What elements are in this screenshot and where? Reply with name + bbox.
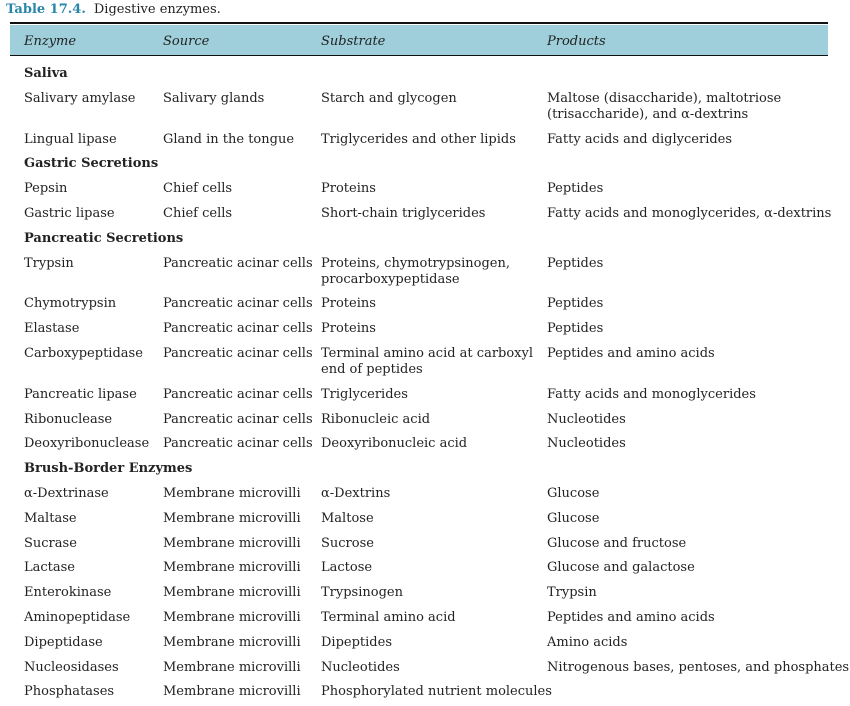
- products-cell: Glucose: [547, 486, 600, 501]
- substrate-cell: Proteins: [321, 321, 376, 337]
- source-cell: Membrane microvilli: [163, 610, 301, 625]
- substrate-cell: Triglycerides: [321, 386, 408, 402]
- section-heading: Gastric Secretions: [24, 156, 159, 172]
- substrate-cell: Proteins: [321, 181, 376, 197]
- source-cell: Membrane microvilli: [163, 684, 301, 700]
- source-cell: Membrane microvilli: [163, 634, 301, 650]
- substrate-cell: Sucrose: [321, 535, 374, 551]
- enzyme-cell: Enterokinase: [24, 585, 112, 601]
- substrate-cell: α-Dextrins: [321, 486, 391, 501]
- substrate-cell: Dipeptides: [321, 634, 392, 650]
- source-cell: Pancreatic acinar cells: [163, 386, 313, 402]
- section-heading: Brush-Border Enzymes: [24, 461, 193, 477]
- products-cell: Maltose (disaccharide), maltotriose: [547, 90, 782, 106]
- substrate-cell: Proteins: [321, 296, 376, 312]
- products-cell: Peptides and amino acids: [547, 610, 715, 625]
- enzyme-cell: Dipeptidase: [24, 634, 103, 650]
- products-cell: (trisaccharide), and α-dextrins: [547, 106, 749, 122]
- substrate-cell: Nucleotides: [321, 659, 400, 675]
- source-cell: Pancreatic acinar cells: [163, 296, 313, 312]
- source-cell: Membrane microvilli: [163, 510, 301, 526]
- source-cell: Membrane microvilli: [163, 486, 301, 501]
- source-cell: Membrane microvilli: [163, 659, 301, 675]
- section-heading: Pancreatic Secretions: [24, 230, 184, 246]
- enzyme-cell: Pancreatic lipase: [24, 386, 137, 402]
- products-cell: Nitrogenous bases, pentoses, and phosphates: [547, 659, 850, 675]
- source-cell: Chief cells: [163, 181, 233, 197]
- products-cell: Fatty acids and monoglycerides, α-dextrins: [547, 206, 832, 221]
- enzyme-cell: Nucleosidases: [24, 659, 119, 675]
- source-cell: Membrane microvilli: [163, 560, 301, 576]
- substrate-cell: Lactose: [321, 560, 373, 576]
- source-cell: Pancreatic acinar cells: [163, 255, 313, 271]
- header-enzyme: Enzyme: [24, 34, 77, 49]
- products-cell: Amino acids: [547, 634, 628, 650]
- products-cell: Fatty acids and monoglycerides: [547, 386, 756, 402]
- table-caption: [6, 2, 221, 17]
- header-substrate: Substrate: [321, 34, 386, 49]
- source-cell: Membrane microvilli: [163, 585, 301, 601]
- products-cell: Peptides: [547, 181, 604, 197]
- substrate-cell: Phosphorylated nutrient molecules: [321, 684, 552, 700]
- products-cell: Peptides: [547, 296, 604, 312]
- source-cell: Pancreatic acinar cells: [163, 346, 313, 361]
- products-cell: Glucose and fructose: [547, 535, 687, 551]
- substrate-cell: Proteins, chymotrypsinogen,: [321, 255, 510, 271]
- substrate-cell: end of peptides: [321, 362, 423, 377]
- source-cell: Membrane microvilli: [163, 535, 301, 551]
- products-cell: Nucleotides: [547, 411, 626, 427]
- header-products: Products: [547, 34, 606, 49]
- source-cell: Salivary glands: [163, 90, 265, 106]
- products-cell: Peptides: [547, 321, 604, 337]
- enzyme-cell: Maltase: [24, 510, 77, 526]
- products-cell: Peptides and amino acids: [547, 346, 715, 361]
- enzyme-cell: Elastase: [24, 321, 80, 337]
- products-cell: Glucose and galactose: [547, 560, 695, 576]
- substrate-cell: Short-chain triglycerides: [321, 206, 486, 221]
- enzyme-cell: Trypsin: [24, 255, 74, 271]
- substrate-cell: Terminal amino acid at carboxyl: [321, 346, 534, 361]
- enzyme-cell: α-Dextrinase: [24, 486, 109, 501]
- substrate-cell: Trypsinogen: [321, 585, 403, 601]
- enzyme-cell: Ribonuclease: [24, 411, 113, 427]
- source-cell: Chief cells: [163, 206, 233, 221]
- substrate-cell: Ribonucleic acid: [321, 411, 431, 427]
- source-cell: Pancreatic acinar cells: [163, 411, 313, 427]
- enzyme-cell: Chymotrypsin: [24, 296, 117, 312]
- products-cell: Nucleotides: [547, 436, 626, 452]
- enzyme-cell: Lingual lipase: [24, 131, 117, 147]
- enzyme-cell: Sucrase: [24, 535, 77, 551]
- products-cell: Peptides: [547, 255, 604, 271]
- enzyme-cell: Phosphatases: [24, 684, 115, 700]
- products-cell: Glucose: [547, 510, 600, 526]
- products-cell: Fatty acids and diglycerides: [547, 131, 733, 147]
- header-source: Source: [163, 34, 210, 49]
- top-rule: [10, 22, 828, 24]
- substrate-cell: Triglycerides and other lipids: [321, 131, 516, 147]
- enzyme-cell: Deoxyribonuclease: [24, 436, 150, 452]
- table-title: Digestive enzymes.: [93, 2, 221, 17]
- substrate-cell: procarboxypeptidase: [321, 271, 460, 287]
- enzyme-cell: Aminopeptidase: [24, 610, 131, 625]
- source-cell: Pancreatic acinar cells: [163, 436, 313, 452]
- enzyme-cell: Lactase: [24, 560, 76, 576]
- products-cell: Trypsin: [547, 585, 597, 601]
- table-number: Table 17.4.: [6, 2, 86, 17]
- enzyme-cell: Carboxypeptidase: [24, 346, 143, 361]
- table-header: [10, 25, 828, 55]
- header-rule: [10, 55, 828, 56]
- substrate-cell: Starch and glycogen: [321, 90, 457, 106]
- section-heading: Saliva: [24, 66, 68, 81]
- substrate-cell: Terminal amino acid: [321, 610, 456, 625]
- source-cell: Pancreatic acinar cells: [163, 321, 313, 337]
- enzyme-cell: Gastric lipase: [24, 206, 115, 221]
- source-cell: Gland in the tongue: [163, 131, 295, 147]
- substrate-cell: Deoxyribonucleic acid: [321, 436, 468, 452]
- substrate-cell: Maltose: [321, 510, 374, 526]
- enzyme-cell: Pepsin: [24, 181, 68, 197]
- enzyme-cell: Salivary amylase: [24, 90, 136, 106]
